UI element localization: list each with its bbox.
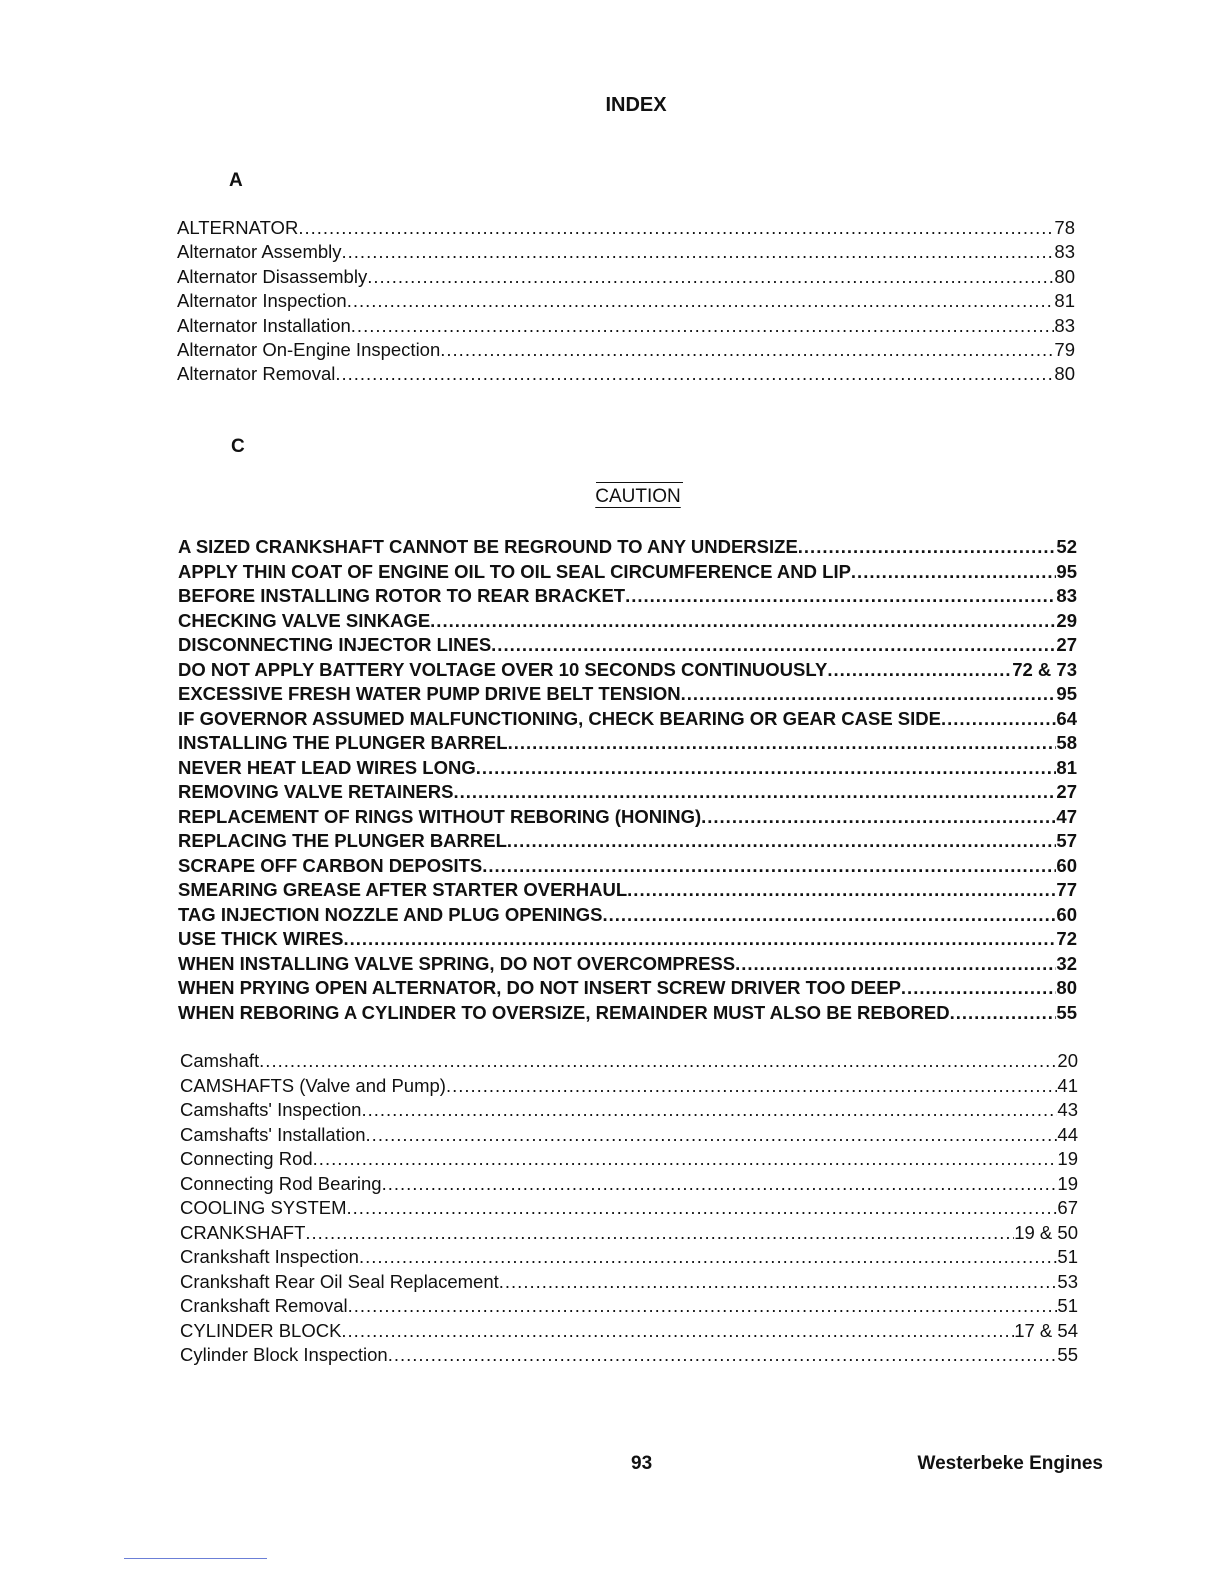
entry-page-number: 81 <box>1056 756 1077 778</box>
entry-page-number: 79 <box>1054 338 1075 360</box>
entry-page-number: 64 <box>1056 707 1077 729</box>
index-entry <box>178 658 1077 683</box>
entry-label: REMOVING VALVE RETAINERS <box>178 781 454 802</box>
dot-leader <box>347 1196 1058 1221</box>
entry-label: CYLINDER BLOCK <box>180 1319 342 1341</box>
entry-page-number: 81 <box>1054 290 1075 312</box>
entry-label: TAG INJECTION NOZZLE AND PLUG OPENINGS <box>178 903 603 925</box>
entry-page-number: 27 <box>1056 781 1077 802</box>
page-title: INDEX <box>605 94 667 116</box>
index-entry <box>178 780 1077 805</box>
dot-leader <box>347 289 1055 313</box>
dot-leader <box>476 756 1057 781</box>
index-entry <box>180 1098 1078 1123</box>
index-entry <box>177 216 1075 240</box>
entry-page-number: 27 <box>1056 634 1077 655</box>
entry-page-number: 53 <box>1057 1270 1078 1292</box>
scan-artifact-line <box>124 1558 267 1559</box>
dot-leader <box>343 927 1056 952</box>
entry-label: EXCESSIVE FRESH WATER PUMP DRIVE BELT TENSION <box>178 683 681 704</box>
entry-page-number: 47 <box>1056 805 1077 827</box>
entry-page-number: 58 <box>1056 732 1077 753</box>
entry-label: REPLACING THE PLUNGER BARREL <box>178 830 507 851</box>
dot-leader <box>305 1221 1014 1246</box>
index-entry <box>177 289 1075 313</box>
dot-leader <box>499 1270 1058 1295</box>
dot-leader <box>508 731 1057 756</box>
dot-leader <box>701 805 1056 830</box>
dot-leader <box>625 584 1056 609</box>
dot-leader <box>798 535 1057 560</box>
entry-page-number: 80 <box>1054 363 1075 385</box>
entry-page-number: 80 <box>1054 265 1075 287</box>
entry-label: APPLY THIN COAT OF ENGINE OIL TO OIL SEAL CIRCUMFERENCE AND LIP <box>178 560 851 582</box>
entry-page-number: 83 <box>1054 314 1075 336</box>
index-entry <box>178 854 1077 879</box>
entry-label: Alternator Inspection <box>177 290 347 312</box>
index-entry <box>177 314 1075 338</box>
dot-leader <box>901 976 1057 1001</box>
dot-leader <box>950 1001 1057 1026</box>
dot-leader <box>735 952 1056 977</box>
dot-leader <box>491 633 1056 658</box>
entry-label: IF GOVERNOR ASSUMED MALFUNCTIONING, CHECK BEARING OR GEAR CASE SIDE <box>178 707 941 729</box>
entry-page-number: 60 <box>1056 854 1077 876</box>
dot-leader <box>453 780 1056 805</box>
index-entry <box>180 1294 1078 1319</box>
index-entry <box>177 265 1075 289</box>
dot-leader <box>359 1245 1057 1270</box>
entry-page-number: 72 & 73 <box>1012 658 1077 680</box>
index-entry <box>178 609 1077 634</box>
entry-label: Connecting Rod <box>180 1148 313 1169</box>
index-entry <box>177 240 1075 264</box>
index-entry <box>178 584 1077 609</box>
dot-leader <box>259 1049 1057 1074</box>
index-entry <box>178 682 1077 707</box>
entry-page-number: 52 <box>1056 536 1077 557</box>
caution-heading: CAUTION <box>0 486 1224 508</box>
dot-leader <box>351 314 1055 338</box>
dot-leader <box>348 1294 1058 1319</box>
entry-page-number: 77 <box>1056 879 1077 900</box>
entry-label: BEFORE INSTALLING ROTOR TO REAR BRACKET <box>178 585 626 606</box>
footer-brand: Westerbeke Engines <box>917 1453 1103 1474</box>
index-entry <box>180 1074 1078 1099</box>
dot-leader <box>335 362 1054 386</box>
dot-leader <box>367 265 1054 289</box>
dot-leader <box>361 1098 1057 1123</box>
index-entry <box>180 1343 1078 1368</box>
dot-leader <box>298 216 1054 240</box>
entry-label: USE THICK WIRES <box>178 928 344 949</box>
index-entry <box>178 805 1077 830</box>
entry-label: COOLING SYSTEM <box>180 1197 347 1218</box>
entry-label: CAMSHAFTS (Valve and Pump) <box>180 1074 446 1096</box>
index-entry <box>180 1221 1078 1246</box>
entry-label: Cylinder Block Inspection <box>180 1344 388 1365</box>
index-list-c <box>180 1049 1078 1368</box>
entry-page-number: 83 <box>1056 585 1077 606</box>
entry-page-number: 51 <box>1057 1295 1078 1316</box>
dot-leader <box>388 1343 1058 1368</box>
entry-page-number: 95 <box>1056 560 1077 582</box>
index-entry <box>178 878 1077 903</box>
entry-page-number: 43 <box>1057 1099 1078 1120</box>
index-entry <box>178 560 1077 585</box>
dot-leader <box>827 658 1012 683</box>
entry-page-number: 95 <box>1056 683 1077 704</box>
index-entry <box>178 535 1077 560</box>
index-entry <box>178 731 1077 756</box>
entry-label: WHEN REBORING A CYLINDER TO OVERSIZE, REMAINDER MUST ALSO BE REBORED <box>178 1001 950 1023</box>
entry-page-number: 44 <box>1057 1123 1078 1145</box>
dot-leader <box>681 682 1057 707</box>
index-entry <box>178 756 1077 781</box>
index-entry <box>177 362 1075 386</box>
dot-leader <box>627 878 1056 903</box>
entry-label: Crankshaft Rear Oil Seal Replacement <box>180 1270 499 1292</box>
index-entry <box>180 1147 1078 1172</box>
entry-label: REPLACEMENT OF RINGS WITHOUT REBORING (HONING) <box>178 805 702 827</box>
index-entry <box>180 1319 1078 1344</box>
index-entry <box>178 707 1077 732</box>
dot-leader <box>482 854 1056 879</box>
index-entry <box>178 829 1077 854</box>
dot-leader <box>941 707 1056 732</box>
index-entry <box>180 1049 1078 1074</box>
section-letter-c: C <box>231 436 245 457</box>
entry-label: SCRAPE OFF CARBON DEPOSITS <box>178 854 483 876</box>
dot-leader <box>851 560 1057 585</box>
dot-leader <box>440 338 1054 362</box>
entry-page-number: 29 <box>1056 609 1077 631</box>
dot-leader <box>603 903 1057 928</box>
index-list-a <box>177 216 1075 387</box>
index-entry <box>180 1123 1078 1148</box>
entry-label: ALTERNATOR <box>177 217 299 238</box>
entry-page-number: 60 <box>1056 903 1077 925</box>
entry-label: CRANKSHAFT <box>180 1221 306 1243</box>
entry-page-number: 57 <box>1056 830 1077 851</box>
entry-label: WHEN INSTALLING VALVE SPRING, DO NOT OVERCOMPRESS <box>178 952 736 974</box>
entry-label: Camshafts' Installation <box>180 1123 366 1145</box>
entry-label: Crankshaft Inspection <box>180 1246 359 1267</box>
dot-leader <box>430 609 1056 634</box>
entry-page-number: 51 <box>1057 1246 1078 1267</box>
entry-label: SMEARING GREASE AFTER STARTER OVERHAUL <box>178 879 628 900</box>
entry-label: DISCONNECTING INJECTOR LINES <box>178 634 492 655</box>
index-entry <box>177 338 1075 362</box>
entry-label: Connecting Rod Bearing <box>180 1172 382 1194</box>
entry-page-number: 83 <box>1054 241 1075 263</box>
index-entry <box>178 633 1077 658</box>
entry-page-number: 41 <box>1057 1074 1078 1096</box>
entry-label: Alternator Installation <box>177 314 351 336</box>
index-entry <box>180 1245 1078 1270</box>
caution-index-list <box>178 535 1077 1025</box>
index-entry <box>178 976 1077 1001</box>
index-entry <box>178 1001 1077 1026</box>
dot-leader <box>366 1123 1058 1148</box>
entry-page-number: 19 <box>1057 1172 1078 1194</box>
entry-label: A SIZED CRANKSHAFT CANNOT BE REGROUND TO ANY UNDERSIZE <box>178 536 798 557</box>
dot-leader <box>507 829 1057 854</box>
index-entry <box>178 903 1077 928</box>
entry-label: Camshafts' Inspection <box>180 1099 362 1120</box>
dot-leader <box>342 240 1055 264</box>
index-entry <box>180 1172 1078 1197</box>
entry-label: Camshaft <box>180 1050 260 1071</box>
entry-page-number: 32 <box>1056 952 1077 974</box>
entry-page-number: 19 & 50 <box>1014 1221 1078 1243</box>
entry-page-number: 80 <box>1056 977 1077 998</box>
entry-page-number: 20 <box>1057 1050 1078 1071</box>
index-entry <box>180 1196 1078 1221</box>
section-letter-a: A <box>229 170 243 191</box>
entry-page-number: 17 & 54 <box>1014 1319 1078 1341</box>
dot-leader <box>341 1319 1014 1344</box>
dot-leader <box>313 1147 1058 1172</box>
entry-page-number: 19 <box>1057 1148 1078 1169</box>
entry-label: Alternator Removal <box>177 363 336 385</box>
index-entry <box>178 927 1077 952</box>
entry-label: Alternator Assembly <box>177 241 342 263</box>
entry-label: Alternator Disassembly <box>177 265 368 287</box>
entry-label: INSTALLING THE PLUNGER BARREL <box>178 732 508 753</box>
entry-label: Crankshaft Removal <box>180 1295 348 1316</box>
entry-page-number: 72 <box>1056 928 1077 949</box>
index-entry <box>178 952 1077 977</box>
entry-page-number: 78 <box>1054 217 1075 238</box>
entry-label: WHEN PRYING OPEN ALTERNATOR, DO NOT INSERT SCREW DRIVER TOO DEEP <box>178 977 901 998</box>
entry-page-number: 55 <box>1057 1344 1078 1365</box>
dot-leader <box>446 1074 1057 1099</box>
entry-label: DO NOT APPLY BATTERY VOLTAGE OVER 10 SECONDS CONTINUOUSLY <box>178 658 828 680</box>
footer-page-number: 93 <box>631 1453 653 1474</box>
dot-leader <box>382 1172 1058 1197</box>
index-entry <box>180 1270 1078 1295</box>
entry-label: Alternator On-Engine Inspection <box>177 338 441 360</box>
entry-page-number: 67 <box>1057 1197 1078 1218</box>
entry-label: CHECKING VALVE SINKAGE <box>178 609 431 631</box>
entry-label: NEVER HEAT LEAD WIRES LONG <box>178 756 476 778</box>
entry-page-number: 55 <box>1056 1001 1077 1023</box>
